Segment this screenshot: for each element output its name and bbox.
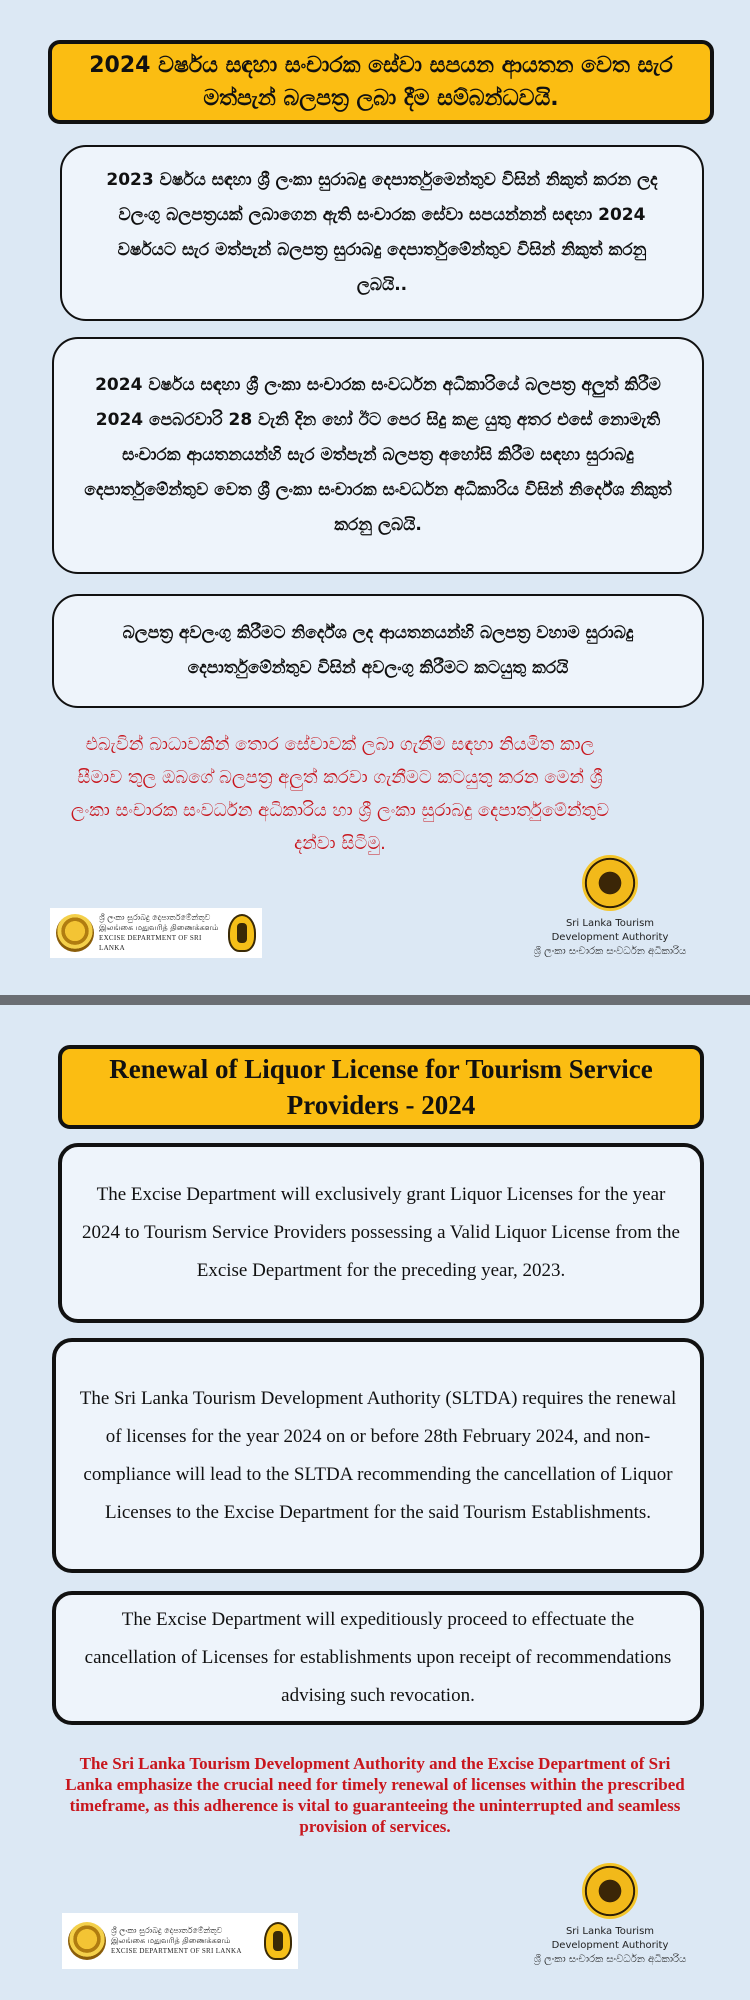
sinhala-info-box-3 — [52, 594, 704, 708]
sinhala-notice-text: එබැවින් බාධාවකින් තොර සේවාවක් ලබා ගැනීම සඳහා නියමිත කාල සීමාව තුල ඔබගේ බලපත්‍ර අලුත් කරවා ගැනීමට කටයුතු කරන මෙන් ශ්‍රී ලංකා සංචාරක සංවර්ධන අධිකාරිය හා ශ්‍රී ලංකා සුරාබදු දෙපාර්තුමේන්තුව දන්වා සිටිමු. — [70, 734, 610, 854]
english-info-box-1 — [58, 1143, 704, 1323]
excise-seal-icon — [264, 1922, 292, 1960]
english-info-text-1: The Excise Department will exclusively grant Liquor Licenses for the year 2024 to Tourism Service Providers possessing a Valid Liquor License from the Excise Department for the preceding year, 2023. — [82, 1184, 680, 1281]
english-notice-text: The Sri Lanka Tourism Development Authority and the Excise Department of Sri Lanka emphasize the crucial need for timely renewal of licenses within the prescribed timeframe, as this adherence is vital to guaranteeing the uninterrupted and seamless provision of services. — [65, 1754, 685, 1836]
sltda-seal-icon — [582, 1863, 638, 1919]
excise-logo-text: ශ්‍රී ලංකා සුරාබදු දෙපාර්තමේන්තුව இலங்கை மதுவரித் திணைக்களம் EXCISE DEPARTMENT OF SRI LANKA — [99, 913, 219, 952]
sinhala-info-text-2: 2024 වර්ෂය සඳහා ශ්‍රී ලංකා සංචාරක සංවර්ධන අධිකාරියේ බලපත්‍ර අලුත් කිරීම 2024 පෙබරවාරි 28 වැනි දින හෝ ඊට පෙර සිදු කළ යුතු අතර එසේ නොමැති සංචාරක ආයතනයන්හි සැර මත්පැන් බලපත්‍ර අහෝසි කිරීම සඳහා සුරාබදු දෙපාර්තුමේන්තුව වෙත ශ්‍රී ලංකා සංචාරක සංවර්ධන අධිකාරිය විසින් නිර්දේශ නිකුත් කරනු ලබයි. — [84, 375, 672, 535]
english-info-box-2 — [52, 1338, 704, 1573]
english-title: Renewal of Liquor License for Tourism Service Providers - 2024 — [58, 1045, 704, 1129]
sinhala-info-box-2 — [52, 337, 704, 574]
national-emblem-icon — [68, 1922, 106, 1960]
sltda-logo-bottom: Sri Lanka Tourism Development Authority ශ්‍රී ලංකා සංචාරක සංවර්ධන අධිකාරිය — [515, 1863, 705, 1967]
english-info-text-2: The Sri Lanka Tourism Development Authority (SLTDA) requires the renewal of licenses for the year 2024 on or before 28th February 2024, and non-compliance will lead to the SLTDA recommending the cancellation of Liquor Licenses to the Excise Department for the said Tourism Establishments. — [79, 1387, 677, 1523]
english-info-text-3: The Excise Department will expeditiously proceed to effectuate the cancellation of Licenses for establishments upon receipt of recommendations advising such revocation. — [84, 1609, 672, 1706]
sinhala-title: 2024 වර්ෂය සඳහා සංචාරක සේවා සපයන ආයතන වෙත සැර මත්පැන් බලපත්‍ර ලබා දීම සම්බන්ධවයි. — [48, 40, 714, 124]
sltda-seal-icon — [582, 855, 638, 911]
excise-department-logo — [50, 908, 262, 958]
english-notice-section — [0, 1005, 750, 2000]
section-divider — [0, 995, 750, 1005]
sinhala-info-text-3: බලපත්‍ර අවලංගු කිරීමට නිර්දේශ ලද ආයතනයන්හි බලපත්‍ර වහාම සුරාබදු දෙපාර්තුමේන්තුව විසින් අවලංගු කිරීමට කටයුතු කරයි — [122, 623, 634, 678]
sinhala-notice-section — [0, 0, 750, 995]
national-emblem-icon — [56, 914, 94, 952]
excise-logo-text: ශ්‍රී ලංකා සුරාබදු දෙපාර්තමේන්තුව இலங்கை மதுவரித் திணைக்களம் EXCISE DEPARTMENT OF SRI LANKA — [111, 1926, 242, 1955]
excise-seal-icon — [228, 914, 256, 952]
sltda-logo: Sri Lanka Tourism Development Authority ශ්‍රී ලංකා සංචාරක සංවර්ධන අධිකාරිය — [515, 855, 705, 959]
english-info-box-3 — [52, 1591, 704, 1725]
excise-department-logo-bottom — [62, 1913, 298, 1969]
sinhala-info-box-1 — [60, 145, 704, 321]
sinhala-info-text-1: 2023 වර්ෂය සඳහා ශ්‍රී ලංකා සුරාබදු දෙපාර්තුමෙන්තුව විසින් නිකුත් කරන ලද වලංගු බලපත්‍රයක් ලබාගෙන ඇති සංචාරක සේවා සපයන්නන් සඳහා 2024 වර්ෂයට සැර මත්පැන් බලපත්‍ර සුරාබදු දෙපාර්තුමේන්තුව විසින් නිකුත් කරනු ලබයි.. — [106, 170, 658, 295]
